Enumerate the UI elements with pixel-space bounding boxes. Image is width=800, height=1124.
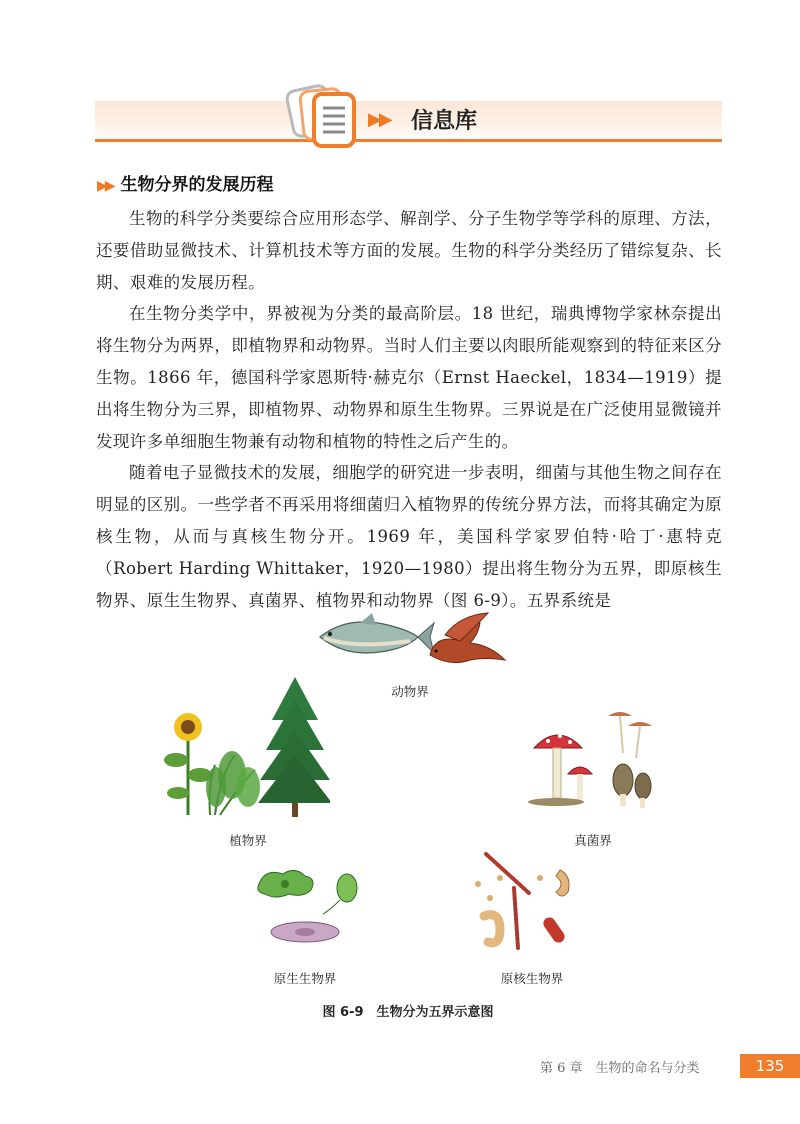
header-rule [95, 139, 722, 142]
section-heading [97, 170, 274, 195]
paramecium-icon [271, 922, 339, 942]
fungi-illustration [528, 708, 658, 813]
figure-caption: 图 6-9 生物分为五界示意图 [322, 1005, 494, 1020]
paragraph: 在生物分类学中，界被视为分类的最高阶层。18 世纪，瑞典博物学家林奈提出将生物分为两界，即植物界和动物界。当时人们主要以肉眼所能观察到的特征来区分生物。1866 年，德国科学家恩斯特·赫克尔（Ernst Haeckel，1834—1919）提出将生物分为三界，即植物界、动物界和原生生物界。三界说是在广泛使用显微镜并发现许多单细胞生物兼有动物和植物的特性之后产生的。 [96, 304, 722, 451]
header-arrows-icon: ▶▶ [368, 109, 390, 130]
sunflower-icon [164, 713, 212, 815]
mushroom-icon [528, 734, 592, 806]
page-title: 信息库 [411, 109, 478, 134]
euglena-icon [323, 874, 357, 914]
section-title: 生物分界的发展历程 [120, 175, 274, 195]
label-prokaryote-kingdom: 原核生物界 [500, 971, 564, 986]
label-animal-kingdom: 动物界 [391, 684, 429, 699]
bracket-fungus-icon [608, 712, 652, 758]
plant-illustration [160, 675, 330, 825]
body-text [96, 203, 722, 616]
morel-icon [613, 764, 651, 808]
amoeba-icon [258, 870, 313, 897]
section-arrows-icon: ▶▶ [97, 178, 113, 194]
label-plant-kingdom: 植物界 [229, 833, 267, 848]
fish-icon [320, 613, 434, 653]
bird-icon [430, 613, 505, 663]
paragraph: 生物的科学分类要综合应用形态学、解剖学、分子生物学等学科的原理、方法，还要借助显微技术、计算机技术等方面的发展。生物的科学分类经历了错综复杂、长期、艰难的发展历程。 [96, 209, 722, 292]
footer-chapter: 第 6 章 生物的命名与分类 [540, 1061, 700, 1076]
page-number: 135 [740, 1054, 800, 1078]
bacteria-icon [475, 854, 569, 948]
document-stack-icon [284, 82, 364, 152]
tree-icon [258, 677, 330, 817]
protist-illustration [255, 862, 370, 947]
label-fungi-kingdom: 真菌界 [574, 833, 612, 848]
prokaryote-illustration [470, 848, 590, 953]
fern-icon [206, 751, 260, 815]
header-band [95, 101, 722, 139]
paragraph: 随着电子显微技术的发展，细胞学的研究进一步表明，细菌与其他生物之间存在明显的区别。一些学者不再采用将细菌归入植物界的传统分界方法，而将其确定为原核生物，从而与真核生物分开。1969 年，美国科学家罗伯特·哈丁·惠特克（Robert Harding Whittaker，1920—1980）提出将生物分为五界，即原核生物界、原生生物界、真菌界、植物界和动物界（图 6-9）。五界系统是 [96, 463, 722, 610]
animal-illustration [310, 605, 510, 675]
label-protist-kingdom: 原生生物界 [273, 971, 337, 986]
